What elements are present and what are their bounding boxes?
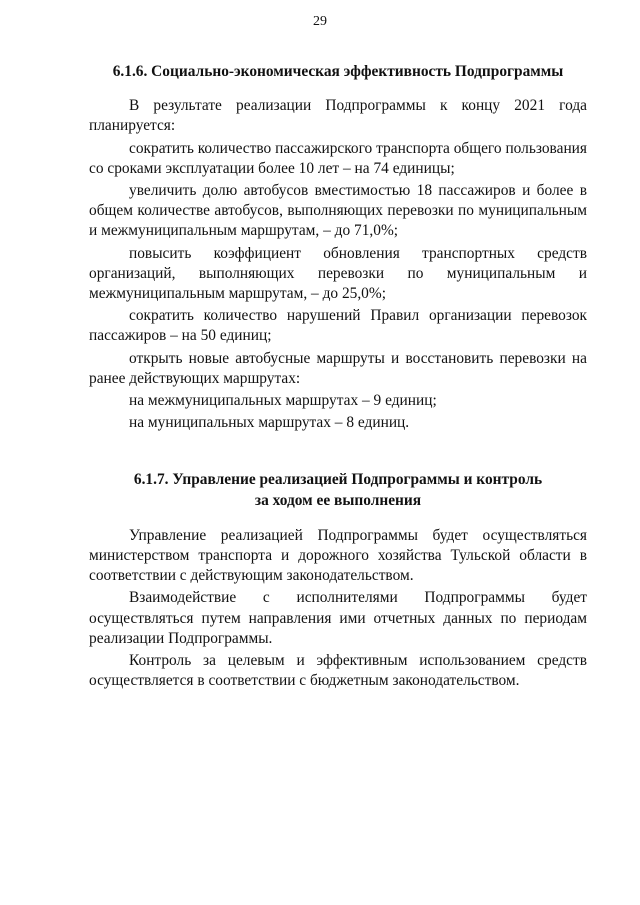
paragraph: Контроль за целевым и эффективным использованием средств осуществляется в соответствии с бюджетным законодательством. <box>89 652 587 690</box>
paragraph: В результате реализации Подпрограммы к концу 2021 года планируется: <box>89 97 587 135</box>
paragraph: открыть новые автобусные маршруты и восстановить перевозки на ранее действующих маршрутах: <box>89 349 587 387</box>
page-number: 29 <box>313 14 327 29</box>
paragraph: сократить количество нарушений Правил организации перевозок пассажиров – на 50 единиц; <box>89 307 587 345</box>
list-item: на муниципальных маршрутах – 8 единиц. <box>129 414 410 432</box>
paragraph: увеличить долю автобусов вместимостью 18 пассажиров и более в общем количестве автобусов, выполняющих перевозки по муниципальным и межмуниципальным маршрутам, – до 71,0%; <box>89 182 587 240</box>
list-item: на межмуниципальных маршрутах – 9 единиц; <box>129 392 437 410</box>
section-title-efficiency: 6.1.6. Социально-экономическая эффективность Подпрограммы <box>112 63 564 80</box>
paragraph: сократить количество пассажирского транспорта общего пользования со сроками эксплуатации более 10 лет – на 74 единицы; <box>89 139 587 177</box>
paragraph: Управление реализацией Подпрограммы будет осуществляться министерством транспорта и дорожного хозяйства Тульской области в соответствии с действующим законодательством. <box>89 526 587 585</box>
section-title-management: 6.1.7. Управление реализацией Подпрограммы и контроль <box>133 471 543 489</box>
section-management <box>89 470 587 691</box>
document-body <box>89 62 587 691</box>
section-title-management-line2: за ходом ее выполнения <box>254 491 422 509</box>
paragraph: повысить коэффициент обновления транспортных средств организаций, выполняющих перевозки по муниципальным и межмуниципальным маршрутам, – до 25,0%; <box>89 244 587 303</box>
paragraph: Взаимодействие с исполнителями Подпрограммы будет осуществляться путем направления ими отчетных данных по периодам реализации Подпрограммы. <box>89 589 587 647</box>
